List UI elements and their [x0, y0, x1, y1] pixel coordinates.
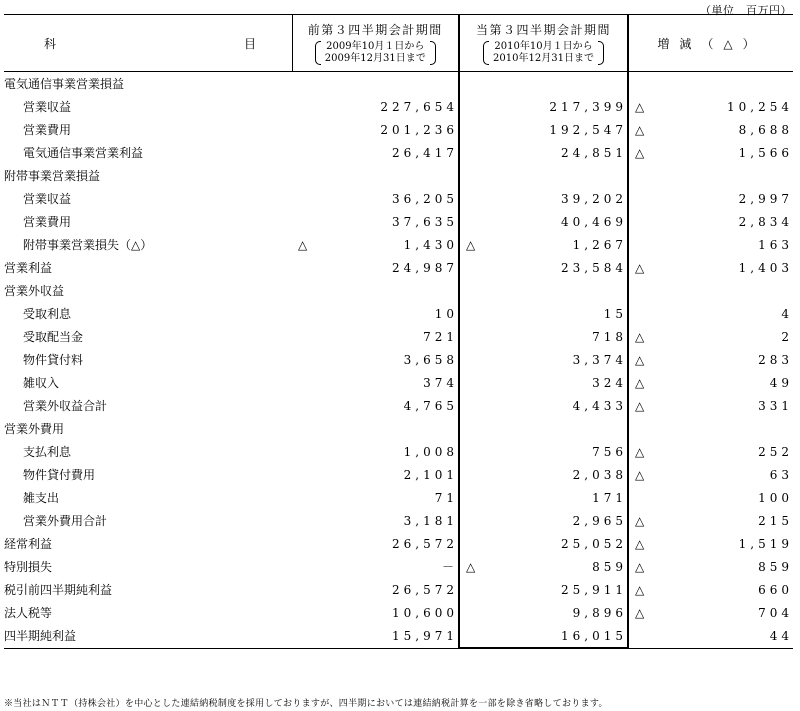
diff-value-cell	[628, 417, 793, 440]
cur-value-cell	[459, 325, 628, 348]
table-row	[4, 532, 793, 555]
cur-value-cell	[459, 187, 628, 210]
cur-value: 2,965	[572, 513, 627, 528]
diff-value: 704	[758, 605, 793, 620]
diff-value: 331	[758, 398, 793, 413]
prev-value-cell	[292, 279, 459, 302]
cur-value: 718	[592, 329, 627, 344]
row-label: 営業収益	[23, 100, 72, 114]
header-row	[4, 15, 793, 72]
cur-value-cell	[459, 463, 628, 486]
row-label: 物件貸付費用	[23, 468, 96, 482]
diff-header: 増減（△）	[628, 15, 793, 72]
cur-value-cell	[459, 348, 628, 371]
negative-triangle-icon: △	[635, 352, 645, 367]
table-row	[4, 394, 793, 417]
diff-value-cell	[628, 164, 793, 187]
table-row	[4, 279, 793, 302]
table-row	[4, 348, 793, 371]
cur-value: 324	[592, 375, 627, 390]
table-row	[4, 624, 793, 648]
row-label: 四半期純利益	[4, 624, 292, 648]
negative-triangle-icon: △	[466, 237, 476, 252]
table-row	[4, 463, 793, 486]
row-label: 雑収入	[23, 376, 60, 390]
cur-value-cell	[459, 624, 628, 648]
row-label: 営業外費用合計	[23, 514, 108, 528]
diff-value: 2	[781, 329, 793, 344]
diff-value: 2,834	[738, 214, 793, 229]
cur-value-cell	[459, 417, 628, 440]
diff-value-cell	[628, 302, 793, 325]
table-row	[4, 601, 793, 624]
diff-value-cell	[628, 256, 793, 279]
row-label: 特別損失	[4, 560, 53, 574]
cur-value-cell	[459, 256, 628, 279]
prev-value: 1,008	[403, 444, 458, 459]
table-row	[4, 417, 793, 440]
cur-period-from: 2010年10月１日から	[494, 41, 593, 52]
row-label: 営業費用	[23, 123, 72, 137]
prev-value-cell	[292, 325, 459, 348]
cur-value: 3,374	[572, 352, 627, 367]
prev-value: 26,417	[392, 145, 458, 160]
diff-value-cell	[628, 532, 793, 555]
cur-value: 24,851	[561, 145, 627, 160]
item-header-char-1: 科	[44, 37, 57, 51]
table-row	[4, 118, 793, 141]
diff-value-cell	[628, 348, 793, 371]
prev-value: 201,236	[380, 122, 458, 137]
prev-value-cell	[292, 463, 459, 486]
cur-value: 4,433	[572, 398, 627, 413]
cur-value: 192,547	[549, 122, 627, 137]
row-label: 営業外費用	[4, 422, 65, 436]
prev-value: 26,572	[392, 582, 458, 597]
footnote: ※当社はＮＴＴ（持株会社）を中心とした連結納税制度を採用しておりますが、四半期においては連結納税計算を一部を除き省略しております。	[4, 699, 608, 709]
table-row	[4, 233, 793, 256]
prev-value-cell	[292, 578, 459, 601]
prev-value-cell	[292, 509, 459, 532]
row-label: 物件貸付料	[23, 353, 84, 367]
row-label: 支払利息	[23, 445, 72, 459]
diff-value-cell	[628, 118, 793, 141]
diff-value-cell	[628, 233, 793, 256]
diff-value-cell	[628, 555, 793, 578]
diff-value: 215	[758, 513, 793, 528]
cur-value-cell	[459, 141, 628, 164]
negative-triangle-icon: △	[635, 329, 645, 344]
prev-value-cell	[292, 440, 459, 463]
prev-value: 71	[434, 490, 458, 505]
negative-triangle-icon: △	[635, 145, 645, 160]
prev-value-cell	[292, 302, 459, 325]
cur-value-cell	[459, 210, 628, 233]
row-label: 附帯事業営業損失（△）	[23, 238, 153, 252]
unit-label: （単位 百万円）	[700, 4, 792, 17]
diff-value-cell	[628, 141, 793, 164]
row-label: 営業費用	[23, 215, 72, 229]
diff-value-cell	[628, 210, 793, 233]
diff-value-cell	[628, 578, 793, 601]
cur-value: 2,038	[572, 467, 627, 482]
prev-value-cell	[292, 371, 459, 394]
diff-value-cell	[628, 463, 793, 486]
prev-value: －	[441, 560, 458, 574]
statement-body	[4, 72, 793, 649]
prev-value: 721	[423, 329, 458, 344]
cur-value: 16,015	[561, 628, 627, 643]
prev-value-cell	[292, 164, 459, 187]
prev-value: 37,635	[392, 214, 458, 229]
cur-period-to: 2010年12月31日まで	[493, 53, 594, 64]
cur-value-cell	[459, 164, 628, 187]
table-row	[4, 555, 793, 578]
cur-value: 40,469	[561, 214, 627, 229]
diff-value-cell	[628, 486, 793, 509]
table-row	[4, 210, 793, 233]
negative-triangle-icon: △	[635, 375, 645, 390]
cur-value-cell	[459, 371, 628, 394]
diff-value-cell	[628, 624, 793, 648]
diff-value-cell	[628, 394, 793, 417]
cur-value-cell	[459, 555, 628, 578]
prev-value-cell	[292, 95, 459, 118]
row-label: 電気通信事業営業利益	[23, 146, 144, 160]
diff-value-cell	[628, 509, 793, 532]
table-row	[4, 578, 793, 601]
prev-value: 2,101	[403, 467, 458, 482]
table-row	[4, 187, 793, 210]
row-label: 営業外収益合計	[23, 399, 108, 413]
income-statement-table	[4, 14, 793, 649]
row-label: 営業利益	[4, 261, 53, 275]
cur-value-cell	[459, 394, 628, 417]
row-label: 営業収益	[23, 192, 72, 206]
diff-value-cell	[628, 440, 793, 463]
prev-value: 24,987	[392, 260, 458, 275]
item-header-char-2: 目	[244, 37, 257, 51]
diff-value-cell	[628, 95, 793, 118]
diff-value-cell	[628, 371, 793, 394]
negative-triangle-icon: △	[635, 398, 645, 413]
negative-triangle-icon: △	[635, 260, 645, 275]
cur-period-title: 当第３四半期会計期間	[475, 23, 611, 37]
prev-value-cell	[292, 394, 459, 417]
prev-value: 10	[434, 306, 458, 321]
prev-value-cell	[292, 210, 459, 233]
cur-value: 859	[592, 559, 627, 574]
negative-triangle-icon: △	[635, 536, 645, 551]
cur-value: 217,399	[549, 99, 627, 114]
prev-value: 227,654	[380, 99, 458, 114]
cur-value-cell	[459, 118, 628, 141]
table-row	[4, 325, 793, 348]
diff-value-cell	[628, 187, 793, 210]
prev-value-cell	[292, 555, 459, 578]
negative-triangle-icon: △	[635, 99, 645, 114]
diff-value-cell	[628, 279, 793, 302]
negative-triangle-icon: △	[635, 559, 645, 574]
negative-triangle-icon: △	[635, 122, 645, 137]
prev-value: 1,430	[403, 237, 458, 252]
prev-value-cell	[292, 141, 459, 164]
item-column-header	[4, 15, 292, 72]
cur-value-cell	[459, 440, 628, 463]
prev-value-cell	[292, 187, 459, 210]
cur-value: 25,052	[561, 536, 627, 551]
table-row	[4, 72, 793, 96]
prev-value: 10,600	[392, 605, 458, 620]
diff-value: 283	[758, 352, 793, 367]
prev-value-cell	[292, 72, 459, 96]
cur-value-cell	[459, 95, 628, 118]
diff-value: 1,566	[738, 145, 793, 160]
prev-value-cell	[292, 486, 459, 509]
table-row	[4, 164, 793, 187]
negative-triangle-icon: △	[635, 467, 645, 482]
cur-period-range	[483, 41, 604, 65]
prev-period-range	[315, 41, 436, 65]
table-row	[4, 95, 793, 118]
diff-value: 4	[781, 306, 793, 321]
cur-value-cell	[459, 486, 628, 509]
diff-value: 1,519	[738, 536, 793, 551]
row-label: 経常利益	[4, 537, 53, 551]
prev-value-cell	[292, 601, 459, 624]
diff-value-cell	[628, 325, 793, 348]
cur-value: 15	[603, 306, 627, 321]
diff-value: 163	[758, 237, 793, 252]
diff-value: 49	[769, 375, 793, 390]
prev-value: 4,765	[403, 398, 458, 413]
cur-period-header	[459, 15, 628, 72]
cur-value: 171	[592, 490, 627, 505]
cur-value: 23,584	[561, 260, 627, 275]
diff-value: 859	[758, 559, 793, 574]
diff-value: 44	[769, 628, 793, 643]
prev-value-cell	[292, 233, 459, 256]
prev-period-to: 2009年12月31日まで	[324, 53, 426, 64]
diff-value: 2,997	[738, 191, 793, 206]
negative-triangle-icon: △	[635, 605, 645, 620]
row-label: 税引前四半期純利益	[4, 583, 113, 597]
row-label: 電気通信事業営業損益	[4, 77, 125, 91]
prev-value-cell	[292, 256, 459, 279]
row-label: 雑支出	[23, 491, 60, 505]
diff-value: 660	[758, 582, 793, 597]
cur-value-cell	[459, 601, 628, 624]
prev-value-cell	[292, 118, 459, 141]
prev-period-title: 前第３四半期会計期間	[307, 23, 443, 37]
cur-value-cell	[459, 279, 628, 302]
prev-value-cell	[292, 624, 459, 648]
cur-value: 25,911	[561, 582, 627, 597]
prev-period-header	[292, 15, 459, 72]
cur-value-cell	[459, 578, 628, 601]
table-row	[4, 256, 793, 279]
diff-value: 10,254	[727, 99, 793, 114]
negative-triangle-icon: △	[635, 513, 645, 528]
table-row	[4, 302, 793, 325]
negative-triangle-icon: △	[298, 237, 308, 252]
table-row	[4, 141, 793, 164]
cur-value-cell	[459, 302, 628, 325]
row-label: 受取利息	[23, 307, 72, 321]
cur-value-cell	[459, 233, 628, 256]
table-row	[4, 371, 793, 394]
prev-value: 36,205	[392, 191, 458, 206]
diff-value: 100	[758, 490, 793, 505]
prev-period-from: 2009年10月１日から	[326, 41, 425, 52]
cur-value: 756	[592, 444, 627, 459]
row-label: 営業外収益	[4, 284, 65, 298]
prev-value: 374	[423, 375, 458, 390]
cur-value: 39,202	[561, 191, 627, 206]
table-row	[4, 486, 793, 509]
table-row	[4, 509, 793, 532]
cur-value: 9,896	[572, 605, 627, 620]
row-label: 法人税等	[4, 606, 53, 620]
diff-value: 63	[769, 467, 793, 482]
table-row	[4, 440, 793, 463]
diff-value: 252	[758, 444, 793, 459]
row-label: 附帯事業営業損益	[4, 169, 101, 183]
negative-triangle-icon: △	[635, 582, 645, 597]
negative-triangle-icon: △	[635, 444, 645, 459]
cur-value-cell	[459, 72, 628, 96]
diff-value-cell	[628, 72, 793, 96]
prev-value-cell	[292, 348, 459, 371]
prev-value: 3,658	[403, 352, 458, 367]
prev-value: 3,181	[403, 513, 458, 528]
prev-value: 26,572	[392, 536, 458, 551]
negative-triangle-icon: △	[466, 559, 476, 574]
diff-value: 8,688	[738, 122, 793, 137]
prev-value: 15,971	[392, 628, 458, 643]
row-label: 受取配当金	[23, 330, 84, 344]
prev-value-cell	[292, 532, 459, 555]
cur-value-cell	[459, 532, 628, 555]
prev-value-cell	[292, 417, 459, 440]
diff-value-cell	[628, 601, 793, 624]
diff-value: 1,403	[738, 260, 793, 275]
cur-value: 1,267	[572, 237, 627, 252]
cur-value-cell	[459, 509, 628, 532]
